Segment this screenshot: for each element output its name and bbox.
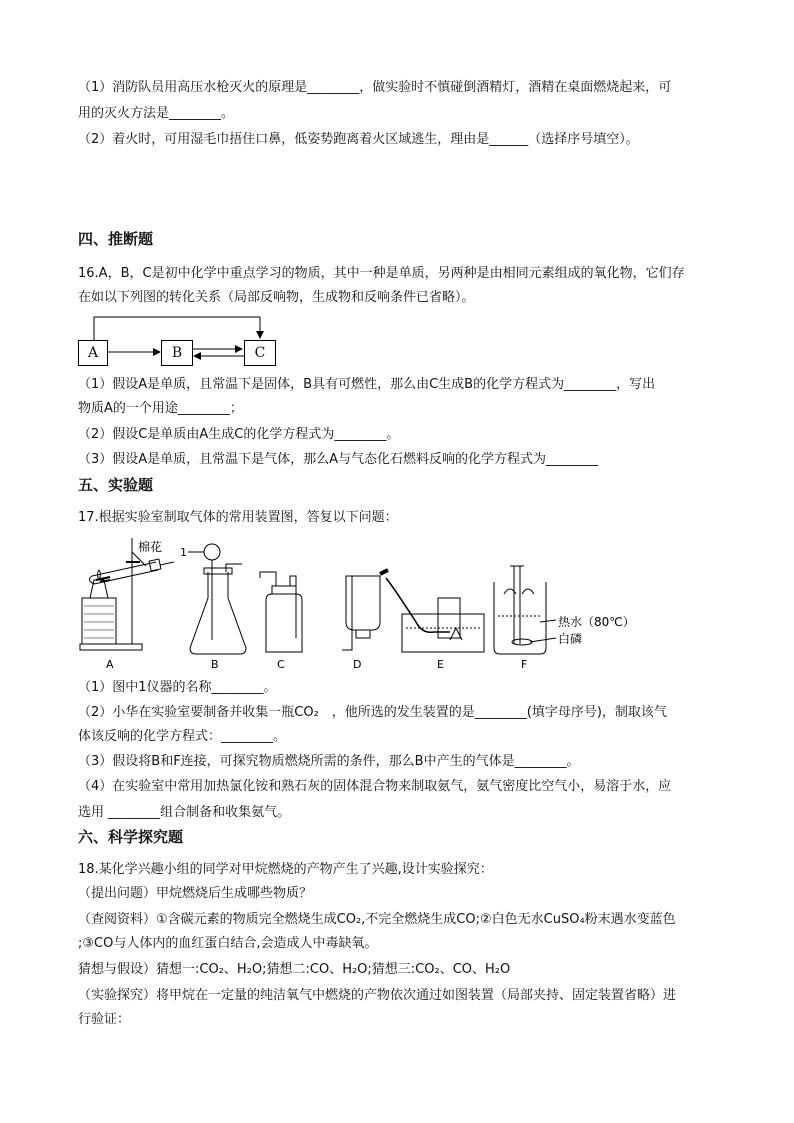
apparatus-letter-b: B [211,658,219,671]
lab-apparatus-figure [70,532,650,672]
q16-intro-line1: 16.A，B，C是初中化学中重点学习的物质，其中一种是单质，另两种是由相同元素组成的氧化物，它们存 [78,266,685,281]
q18-hypothesis: 猜想与假设）猜想一:CO₂、H₂O;猜想二:CO、H₂O;猜想三:CO₂、CO、H₂O [78,962,511,977]
q17-part2-line2: 体该反响的化学方程式：________。 [78,729,287,744]
q18-question: （提出问题）甲烷燃烧后生成哪些物质？ [78,886,313,901]
apparatus-a [80,538,174,650]
label-cotton: 棉花 [138,540,163,554]
q16-part1-line1: （1）假设A是单质，且常温下是固体，B具有可燃性，那么由C生成B的化学方程式为________，写出 [78,377,656,392]
q18-info-line1: （查阅资料）①含碳元素的物质完全燃烧生成CO₂,不完全燃烧生成CO;②白色无水CuSO₄粉末遇水变蓝色 [78,912,676,927]
q15-part1-line2: 用的灭火方法是________。 [78,106,235,121]
q17-part4-line1: （4）在实验室中常用加热氯化铵和熟石灰的固体混合物来制取氨气，氨气密度比空气小，易溶于水，应 [78,779,672,794]
q16-part1-line2: 物质A的一个用途________； [78,401,243,416]
apparatus-letter-f: F [521,658,528,671]
apparatus-b [188,544,246,654]
q17-part4-line2: 选用 ________组合制备和收集氨气。 [78,805,291,820]
q16-part3: （3）假设A是单质，且常温下是气体，那么A与气态化石燃料反响的化学方程式为________ [78,452,599,467]
diagram-box-a: A [78,340,108,366]
q17-part1: （1）图中1仪器的名称________。 [78,680,277,695]
section-heading-inference: 四、推断题 [78,230,154,248]
section-heading-inquiry: 六、科学探究题 [78,828,184,846]
apparatus-letter-d: D [353,658,362,671]
q15-part1-line1: （1）消防队员用高压水枪灭火的原理是________，做实验时不慎碰倒酒精灯，酒精在桌面燃烧起来，可 [78,80,672,95]
apparatus-letter-e: E [437,658,444,671]
q17-part3: （3）假设将B和F连接，可探究物质燃烧所需的条件，那么B中产生的气体是________。 [78,754,580,769]
label-instrument-1: 1 [180,546,187,559]
label-hot-water: 热水（80℃） [558,615,635,629]
apparatus-letter-a: A [106,658,114,671]
q17-part2-line1: （2）小华在实验室要制备并收集一瓶CO₂ ，他所选的发生装置的是________(填字母序号)，制取该气 [78,705,667,720]
q18-intro: 18.某化学兴趣小组的同学对甲烷燃烧的产物产生了兴趣,设计实验探究： [78,862,493,877]
q17-intro: 17.根据实验室制取气体的常用装置图，答复以下问题： [78,510,398,525]
q18-info-line2: ;③CO与人体内的血红蛋白结合,会造成人中毒缺氧。 [78,936,378,951]
q15-part2: （2）着火时，可用湿毛巾捂住口鼻，低姿势跑离着火区域逃生，理由是______（选择序号填空）。 [78,132,639,147]
q16-part2: （2）假设C是单质由A生成C的化学方程式为________。 [78,427,400,442]
apparatus-c [260,572,302,652]
apparatus-f [494,566,556,654]
q18-explore-line1: （实验探究）将甲烷在一定量的纯洁氧气中燃烧的产物依次通过如图装置（局部夹持、固定装置省略）进 [78,988,677,1003]
diagram-box-b: B [161,340,193,366]
apparatus-letter-c: C [277,658,285,671]
apparatus-e [380,570,484,652]
q16-intro-line2: 在如以下列图的转化关系（局部反响物，生成物和反响条件已省略）。 [78,290,475,305]
q18-explore-line2: 行验证： [78,1012,131,1027]
label-white-phosphorus: 白磷 [558,632,583,646]
apparatus-d [342,576,380,650]
diagram-box-c: C [244,340,276,366]
section-heading-experiment: 五、实验题 [78,476,154,494]
